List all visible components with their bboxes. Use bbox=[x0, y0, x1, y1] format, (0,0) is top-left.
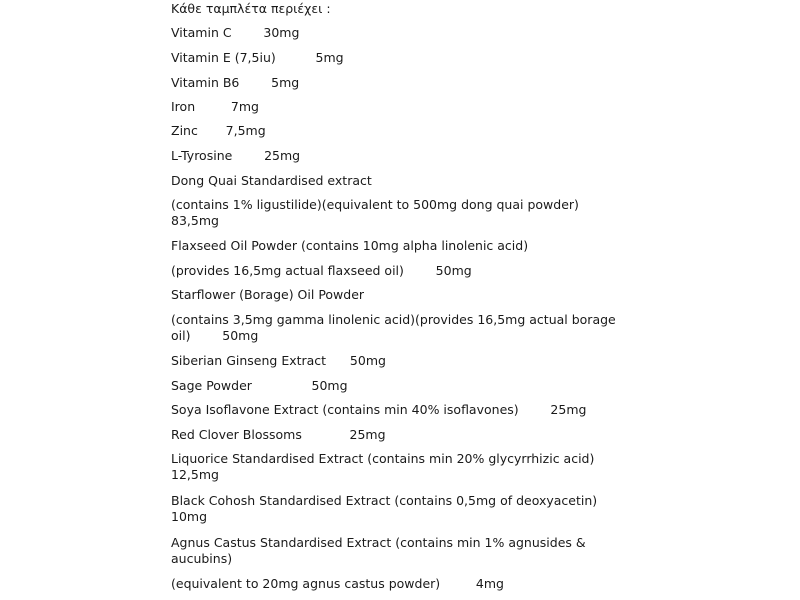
ingredient-line-vitamin-b6: Vitamin B6 5mg bbox=[171, 75, 300, 90]
ingredient-line-black-cohosh: Black Cohosh Standardised Extract (contains 0,5mg of deoxyacetin) 10mg bbox=[171, 493, 598, 524]
ingredient-line-agnus-castus-detail: (equivalent to 20mg agnus castus powder) 4mg bbox=[171, 576, 504, 591]
ingredient-line-zinc: Zinc 7,5mg bbox=[171, 123, 266, 138]
ingredient-line-agnus-castus: Agnus Castus Standardised Extract (contains min 1% agnusides & aucubins) bbox=[171, 535, 586, 566]
ingredient-line-vitamin-e: Vitamin E (7,5iu) 5mg bbox=[171, 50, 344, 65]
ingredient-line-siberian-ginseng: Siberian Ginseng Extract 50mg bbox=[171, 353, 386, 368]
ingredient-line-dong-quai-detail: (contains 1% ligustilide)(equivalent to 500mg dong quai powder) 83,5mg bbox=[171, 197, 579, 228]
ingredient-line-iron: Iron 7mg bbox=[171, 99, 259, 114]
ingredient-line-flaxseed-detail: (provides 16,5mg actual flaxseed oil) 50mg bbox=[171, 263, 472, 278]
ingredient-line-starflower: Starflower (Borage) Oil Powder bbox=[171, 287, 365, 302]
ingredient-line-starflower-detail: (contains 3,5mg gamma linolenic acid)(provides 16,5mg actual borage oil) 50mg bbox=[171, 312, 616, 343]
ingredient-line-dong-quai: Dong Quai Standardised extract bbox=[171, 173, 372, 188]
ingredient-line-liquorice: Liquorice Standardised Extract (contains min 20% glycyrrhizic acid) 12,5mg bbox=[171, 451, 595, 482]
ingredient-line-red-clover: Red Clover Blossoms 25mg bbox=[171, 427, 386, 442]
ingredient-line-vitamin-c: Vitamin C 30mg bbox=[171, 25, 300, 40]
ingredient-line-sage: Sage Powder 50mg bbox=[171, 378, 348, 393]
document-heading: Κάθε ταμπλέτα περιέχει : bbox=[171, 1, 331, 16]
ingredient-line-l-tyrosine: L-Tyrosine 25mg bbox=[171, 148, 301, 163]
ingredient-line-flaxseed: Flaxseed Oil Powder (contains 10mg alpha linolenic acid) bbox=[171, 238, 529, 253]
ingredient-line-soya-isoflavone: Soya Isoflavone Extract (contains min 40% isoflavones) 25mg bbox=[171, 402, 587, 417]
